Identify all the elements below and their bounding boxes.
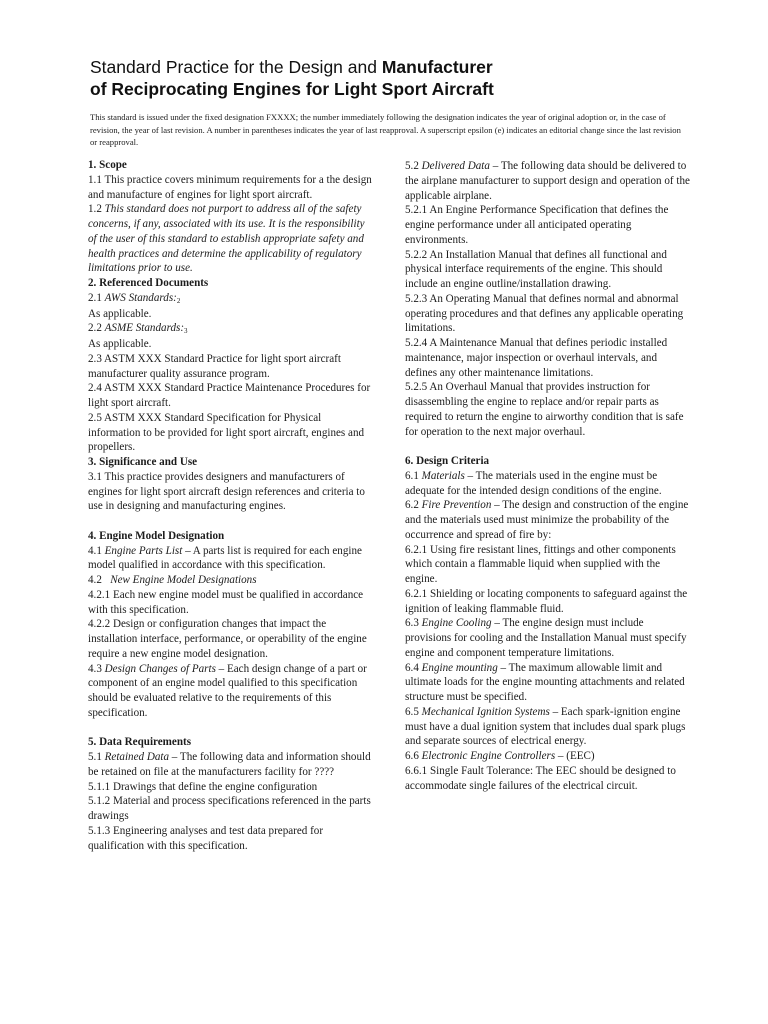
spacer xyxy=(405,439,691,454)
section-6-heading: 6. Design Criteria xyxy=(405,455,490,467)
para-5-1-3: 5.1.3 Engineering analyses and test data prepared for qualification with this specification. xyxy=(88,824,324,852)
para-5-2-title: Delivered Data xyxy=(421,160,490,172)
title-line-1-normal: Standard Practice for the Design and xyxy=(90,57,382,77)
para-5-2-1: 5.2.1 An Engine Performance Specification that defines the engine performance under all anticipated operating environments. xyxy=(405,204,669,246)
para-5-1-body: – The following data and information should be retained on file at the manufacturers facility for ???? xyxy=(88,751,371,778)
para-6-6-1: 6.6.1 Single Fault Tolerance: The EEC should be designed to accommodate single failures of the electrical circuit. xyxy=(405,764,676,792)
para-6-3-body: – The engine design must include provisions for cooling and the Installation Manual must specify engine and component temperature limitations. xyxy=(405,617,687,659)
para-3-1: 3.1 This practice provides designers and manufacturers of engines for light sport aircraft design references and criteria to use in designing and manufacturing engines. xyxy=(88,470,365,513)
para-6-5-title: Mechanical Ignition Systems xyxy=(421,705,550,718)
para-5-2 xyxy=(405,159,691,203)
para-4-2-title: New Engine Model Designations xyxy=(110,574,257,586)
para-2-3: 2.3 ASTM XXX Standard Practice for light sport aircraft manufacturer quality assurance program. xyxy=(88,352,341,380)
para-6-6-body: – (EEC) xyxy=(555,750,595,762)
para-4-2-num: 4.2 xyxy=(88,574,111,586)
para-2-2-footnote: 3 xyxy=(184,327,188,336)
para-2-1-title: AWS Standards: xyxy=(104,291,177,304)
para-4-2-1: 4.2.1 Each new engine model must be qualified in accordance with this specification. xyxy=(88,588,364,616)
para-5-2-3: 5.2.3 An Operating Manual that defines normal and abnormal operating procedures and that defines any applicable operating limitations. xyxy=(405,292,684,335)
para-4-1-title: Engine Parts List xyxy=(104,544,183,557)
para-1-2-text: This standard does not purport to address all of the safety concerns, if any, associated with its use. It is the responsibility of the user of this standard to establish appropriate safety and health practices and determine the applicability of regulatory limitations prior to use. xyxy=(88,203,365,275)
para-6-2-num: 6.2 xyxy=(405,499,422,512)
para-6-5-body: – Each spark-ignition engine must have a dual ignition system that includes dual spark plugs and separate sources of electrical energy. xyxy=(405,705,686,748)
para-5-2-body: – The following data should be delivered to the airplane manufacturer to support design and operation of the applicable airplane. xyxy=(405,160,690,202)
para-6-1-title: Materials xyxy=(421,469,465,482)
para-2-2 xyxy=(88,321,374,337)
section-5-heading: 5. Data Requirements xyxy=(88,736,192,749)
para-2-2-title: ASME Standards: xyxy=(104,322,185,335)
para-6-6 xyxy=(405,749,691,764)
para-6-1-num: 6.1 xyxy=(405,469,422,482)
section-4-heading: 4. Engine Model Designation xyxy=(88,529,225,542)
right-column xyxy=(405,159,691,793)
section-1-heading: 1. Scope xyxy=(88,159,127,171)
para-4-1 xyxy=(88,544,374,574)
para-1-1: 1.1 This practice covers minimum requirements for a the design and manufacture of engines for light sport aircraft. xyxy=(88,173,372,201)
para-6-2-body: – The design and construction of the engine and the materials used must minimize the probability of the occurrence and spread of fire by: xyxy=(405,499,689,541)
para-6-2-title: Fire Prevention xyxy=(421,499,492,512)
left-column xyxy=(88,158,374,853)
para-6-2-1a: 6.2.1 Using fire resistant lines, fittings and other components which contain a flammable liquid when supplied with the engine. xyxy=(405,543,676,585)
para-6-3-title: Engine Cooling xyxy=(421,617,492,630)
para-2-5: 2.5 ASTM XXX Standard Specification for Physical information to be provided for light sport aircraft, engines and propellers. xyxy=(88,411,365,454)
para-6-4-num: 6.4 xyxy=(405,661,422,674)
para-5-1 xyxy=(88,750,374,780)
para-5-1-title: Retained Data xyxy=(104,751,170,763)
para-5-1-2: 5.1.2 Material and process specifications referenced in the parts drawings xyxy=(88,795,371,822)
document-title xyxy=(90,56,710,100)
title-line-1-bold: Manufacturer xyxy=(381,57,493,77)
para-4-3-body: – Each design change of a part or component of an engine model qualified to this specification should be evaluated relative to the requirements of this specification. xyxy=(88,662,367,719)
para-5-2-4: 5.2.4 A Maintenance Manual that defines periodic installed maintenance, major inspection or overhaul intervals, and defines any other maintenance limitations. xyxy=(405,337,668,379)
para-6-2 xyxy=(405,498,691,542)
para-4-2-2: 4.2.2 Design or configuration changes that impact the installation interface, performance, or operability of the engine require a new engine model designation. xyxy=(88,618,367,660)
para-2-1-body: As applicable. xyxy=(88,307,152,320)
para-6-6-num: 6.6 xyxy=(405,750,422,762)
spacer xyxy=(88,514,374,529)
para-5-2-num: 5.2 xyxy=(405,160,422,172)
para-4-1-num: 4.1 xyxy=(88,544,105,557)
para-4-3 xyxy=(88,662,374,721)
para-6-4 xyxy=(405,661,691,705)
para-2-2-body: As applicable. xyxy=(88,338,152,350)
spacer xyxy=(88,721,374,736)
title-line-2: of Reciprocating Engines for Light Sport Aircraft xyxy=(90,79,494,99)
para-6-1-body: – The materials used in the engine must be adequate for the intended design conditions of the engine. xyxy=(405,469,662,497)
para-6-4-body: – The maximum allowable limit and ultimate loads for the engine mounting attachments and related structure must be specified. xyxy=(405,661,685,703)
para-4-3-num: 4.3 xyxy=(88,662,105,675)
section-3-heading: 3. Significance and Use xyxy=(88,456,198,468)
para-5-1-num: 5.1 xyxy=(88,751,105,763)
para-1-2 xyxy=(88,202,374,276)
title-line-1 xyxy=(90,56,710,78)
para-5-1-1: 5.1.1 Drawings that define the engine configuration xyxy=(88,780,318,793)
para-6-1 xyxy=(405,469,691,499)
para-2-1-footnote: 2 xyxy=(176,296,181,305)
para-6-6-title: Electronic Engine Controllers xyxy=(421,750,556,762)
para-2-2-num: 2.2 xyxy=(88,322,105,335)
para-2-1 xyxy=(88,291,374,307)
para-2-4: 2.4 ASTM XXX Standard Practice Maintenance Procedures for light sport aircraft. xyxy=(88,382,371,409)
para-4-2 xyxy=(88,573,374,588)
section-2-heading: 2. Referenced Documents xyxy=(88,277,209,289)
para-6-4-title: Engine mounting xyxy=(421,661,498,674)
para-6-3-num: 6.3 xyxy=(405,617,422,630)
para-1-2-num: 1.2 xyxy=(88,203,105,216)
intro-note: This standard is issued under the fixed designation FXXXX; the number immediately following the designation indicates the year of original adoption or, in the case of revision, the year of last revision. A number in parentheses indicates the year of last reapproval. A superscript epsilon (e) indicates an editorial change since the last revision or reapproval. xyxy=(90,112,681,147)
para-6-2-1b: 6.2.1 Shielding or locating components to safeguard against the ignition of leaking flammable fluid. xyxy=(405,587,688,615)
para-6-5-num: 6.5 xyxy=(405,705,422,718)
para-5-2-2: 5.2.2 An Installation Manual that defines all functional and physical interface requirements of the engine. This should include an engine outline/installation drawing. xyxy=(405,248,667,290)
para-4-1-body: – A parts list is required for each engine model qualified in accordance with this specification. xyxy=(88,544,362,572)
para-4-3-title: Design Changes of Parts xyxy=(104,662,216,675)
para-6-5 xyxy=(405,705,691,749)
para-5-2-5: 5.2.5 An Overhaul Manual that provides instruction for disassembling the engine to replace and/or repair parts as required to return the engine to airworthy condition that is safe for operation to the next major overhaul. xyxy=(405,381,684,438)
para-2-1-num: 2.1 xyxy=(88,291,105,304)
para-6-3 xyxy=(405,616,691,660)
